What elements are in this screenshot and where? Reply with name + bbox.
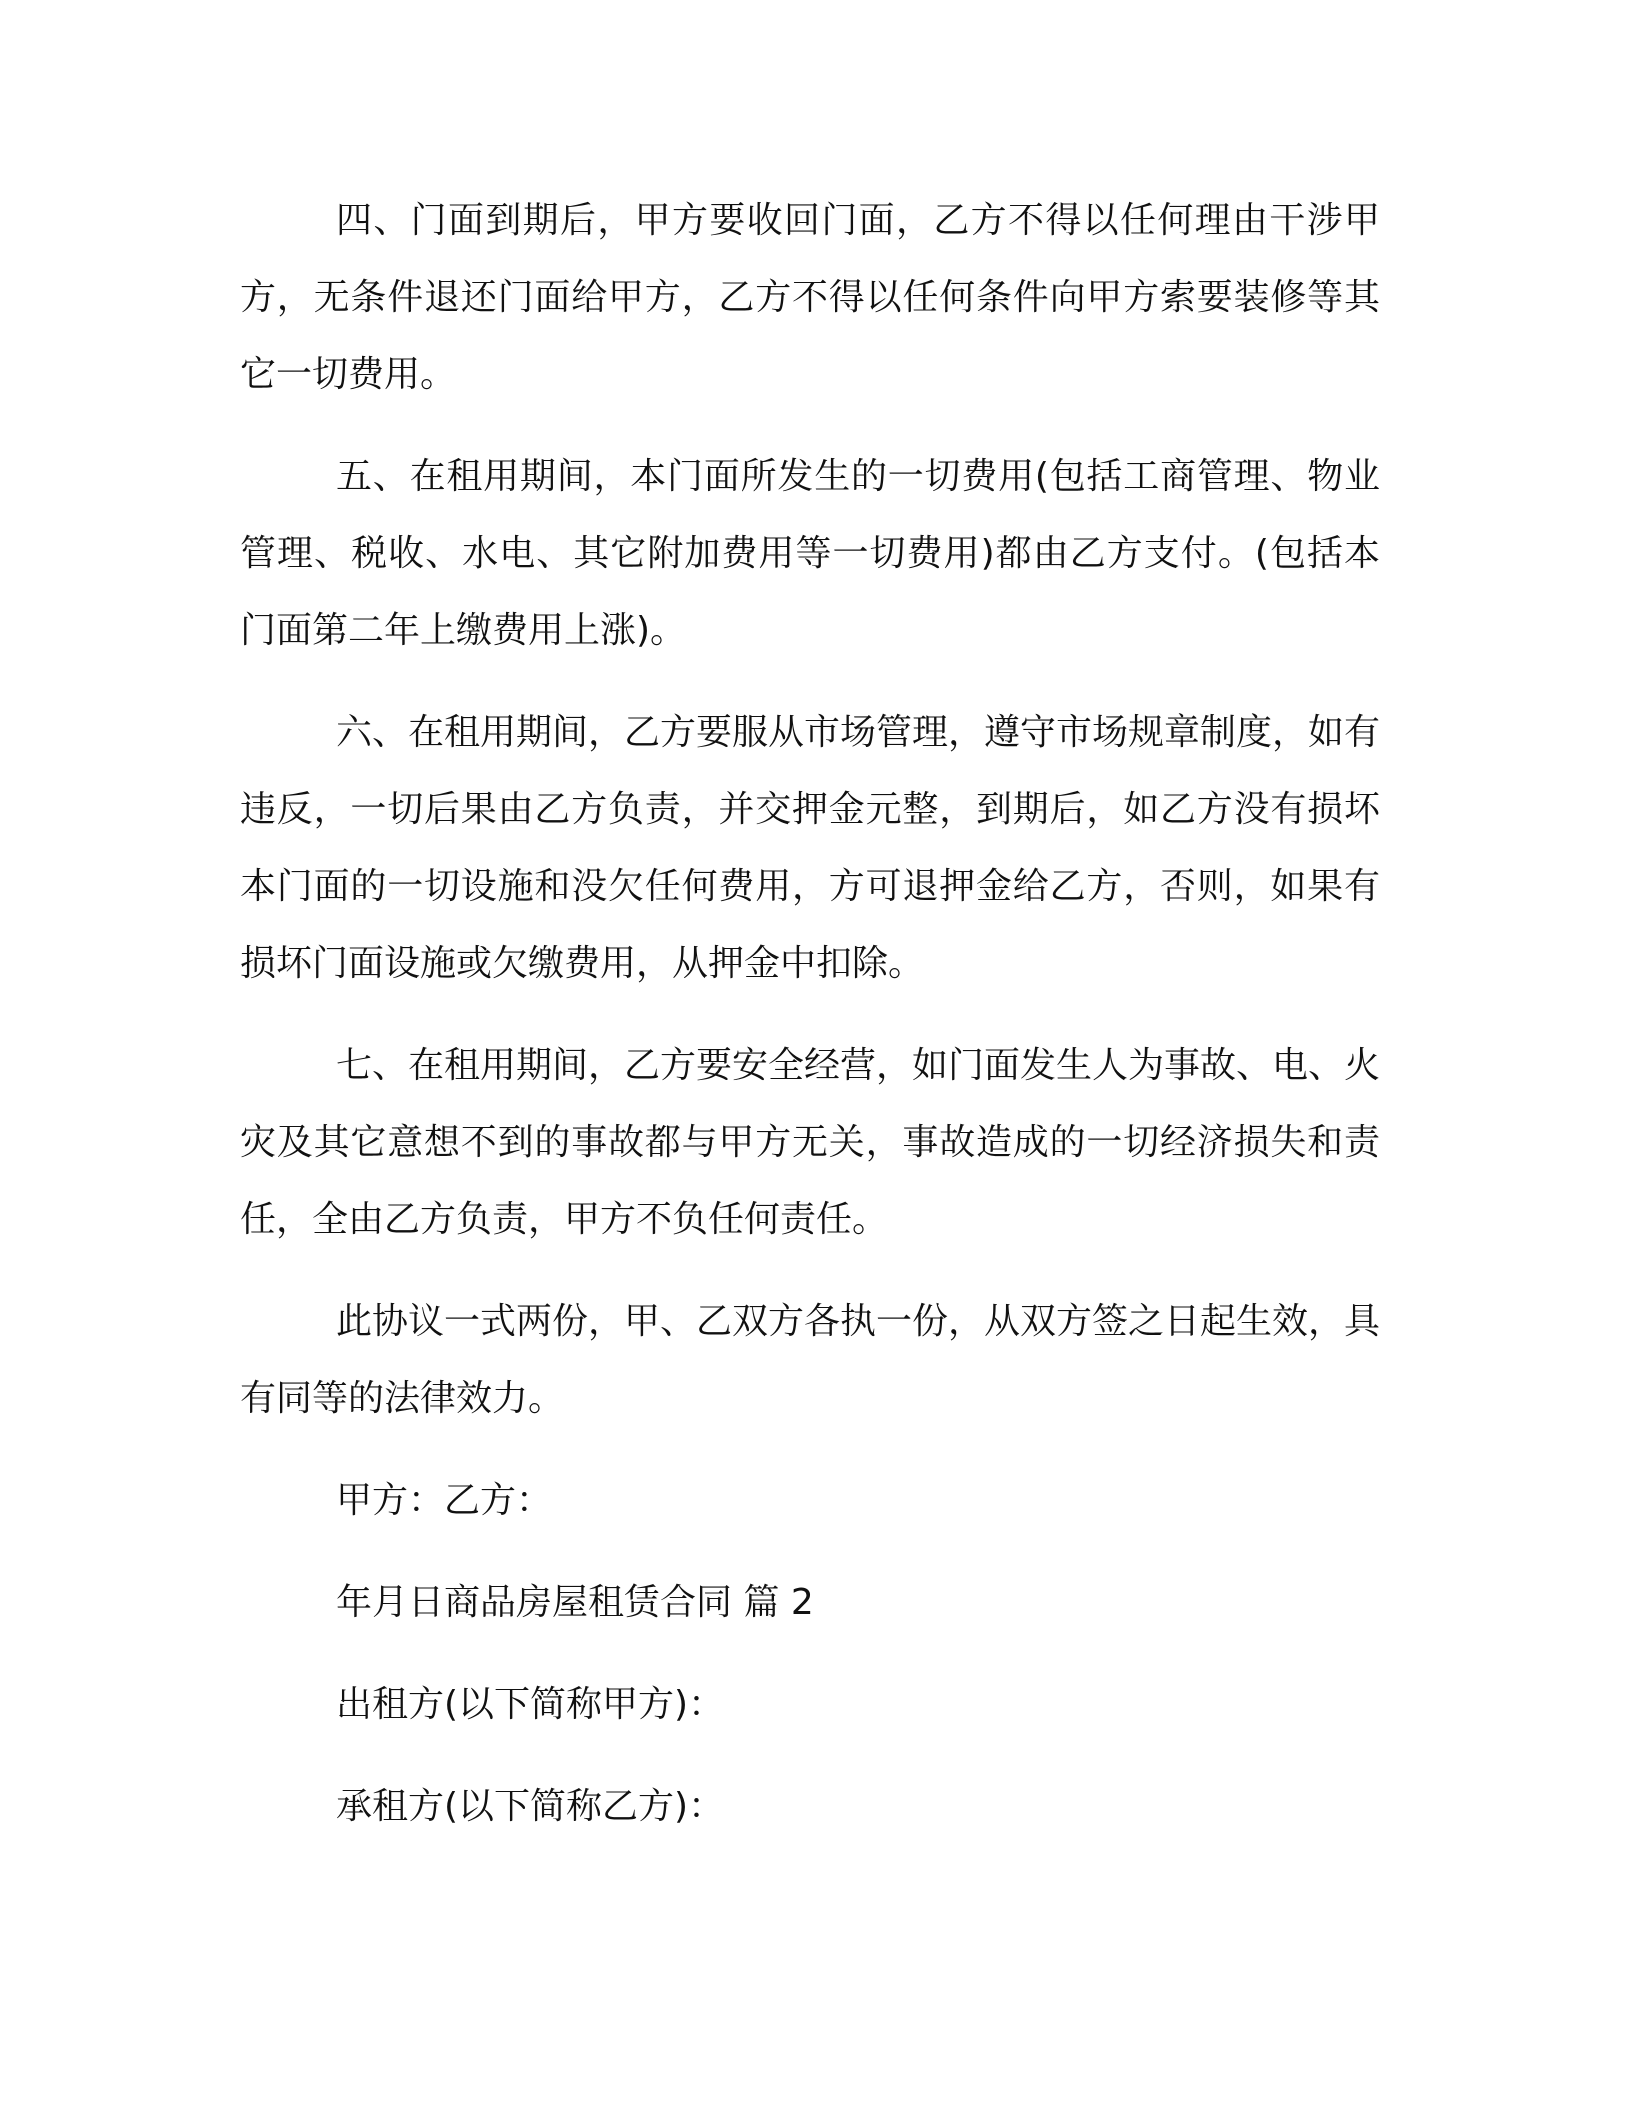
date-and-section-title: 年月日商品房屋租赁合同 篇 2 bbox=[336, 1582, 814, 1623]
agreement-validity-paragraph: 此协议一式两份，甲、乙双方各执一份，从双方签之日起生效，具有同等的法律效力。 bbox=[240, 1301, 1381, 1419]
lessor-line: 出租方(以下简称甲方)： bbox=[336, 1684, 725, 1725]
signature-line: 甲方：乙方： bbox=[336, 1480, 553, 1521]
lessee-line: 承租方(以下简称乙方)： bbox=[336, 1786, 725, 1827]
clause-6-paragraph: 六、在租用期间，乙方要服从市场管理，遵守市场规章制度，如有违反，一切后果由乙方负责，并交押金元整，到期后，如乙方没有损坏本门面的一切设施和没欠任何费用，方可退押金给乙方，否则，如果有损坏门面设施或欠缴费用，从押金中扣除。 bbox=[240, 712, 1381, 984]
clause-4-paragraph: 四、门面到期后，甲方要收回门面，乙方不得以任何理由干涉甲方，无条件退还门面给甲方，乙方不得以任何条件向甲方索要装修等其它一切费用。 bbox=[240, 200, 1380, 395]
clause-7-paragraph: 七、在租用期间，乙方要安全经营，如门面发生人为事故、电、火灾及其它意想不到的事故都与甲方无关，事故造成的一切经济损失和责任，全由乙方负责，甲方不负任何责任。 bbox=[240, 1045, 1381, 1240]
clause-5-paragraph: 五、在租用期间，本门面所发生的一切费用(包括工商管理、物业管理、税收、水电、其它附加费用等一切费用)都由乙方支付。(包括本门面第二年上缴费用上涨)。 bbox=[240, 456, 1380, 651]
document-body bbox=[240, 182, 1380, 1845]
